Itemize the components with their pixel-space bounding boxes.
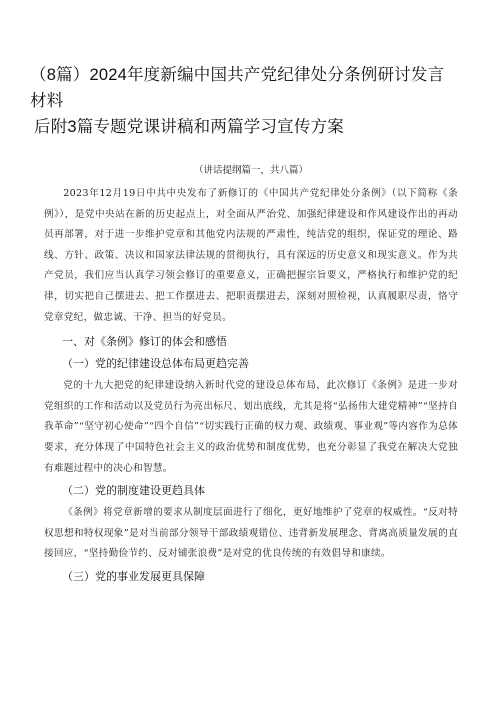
document-title <box>30 62 458 140</box>
body-paragraph-3: 《条例》将党章新增的要求从制度层面进行了细化，更好地维护了党章的权威性。“反对特权思想和特权现象”是对当前部分领导干部政绩观错位、违背新发展理念、背离高质量发展的直接回应，“坚持勤俭节约、反对铺张浪费”是对党的优良传统的有效倡导和康续。 <box>44 507 458 560</box>
document-subtitle: （讲话提纲篇一，共八篇） <box>193 165 308 176</box>
title-line-2: 后附3篇专题党课讲稿和两篇学习宣传方案 <box>34 118 344 136</box>
subsection-heading-1: （一）党的纪律建设总体布局更趋完善 <box>62 358 249 371</box>
intro-paragraph: 2023年12月19日中共中央发布了新修订的《中国共产党纪律处分条例》（以下简称《条例》），是党中央站在新的历史起点上，对全面从严治党、加强纪律建设和作风建设作出的再动员再部署，对于进一步维护党章和其他党内法规的严肃性，纯洁党的组织，保证党的理论、路线、方针、政策、决议和国家法律法规的贯彻执行，具有深远的历史意义和现实意义。作为共产党员，我们应当认真学习领会修订的重要意义，正确把握宗旨要义，严格执行和维护党的纪律，切实把自己摆进去、把工作摆进去、把职责摆进去，深刻对照检视，认真履职尽责，恪守党章党纪，做忠诚、干净、担当的好党员。 <box>44 188 458 323</box>
title-line-1: （8篇）2024年度新编中国共产党纪律处分条例研讨发言材料 <box>30 66 445 110</box>
subsection-heading-2: （二）党的制度建设更趋具体 <box>62 485 205 498</box>
subsection-heading-3: （三）党的事业发展更具保障 <box>62 570 205 583</box>
section-heading-1: 一、对《条例》修订的体会和感悟 <box>62 336 227 349</box>
body-paragraph-2: 党的十九大把党的纪律建设纳入新时代党的建设总体布局，此次修订《条例》是进一步对党组织的工作和活动以及党员行为亮出标尺、划出底线，尤其是将“弘扬伟大建党精神”“坚持自我革命”“坚守初心使命”“四个自信”“切实践行正确的权力观、政绩观、事业观”等内容作为总体要求，充分体现了中国特色社会主义的政治优势和制度优势，也充分彰显了我党在解决大党独有难题过程中的决心和智慧。 <box>44 380 458 474</box>
